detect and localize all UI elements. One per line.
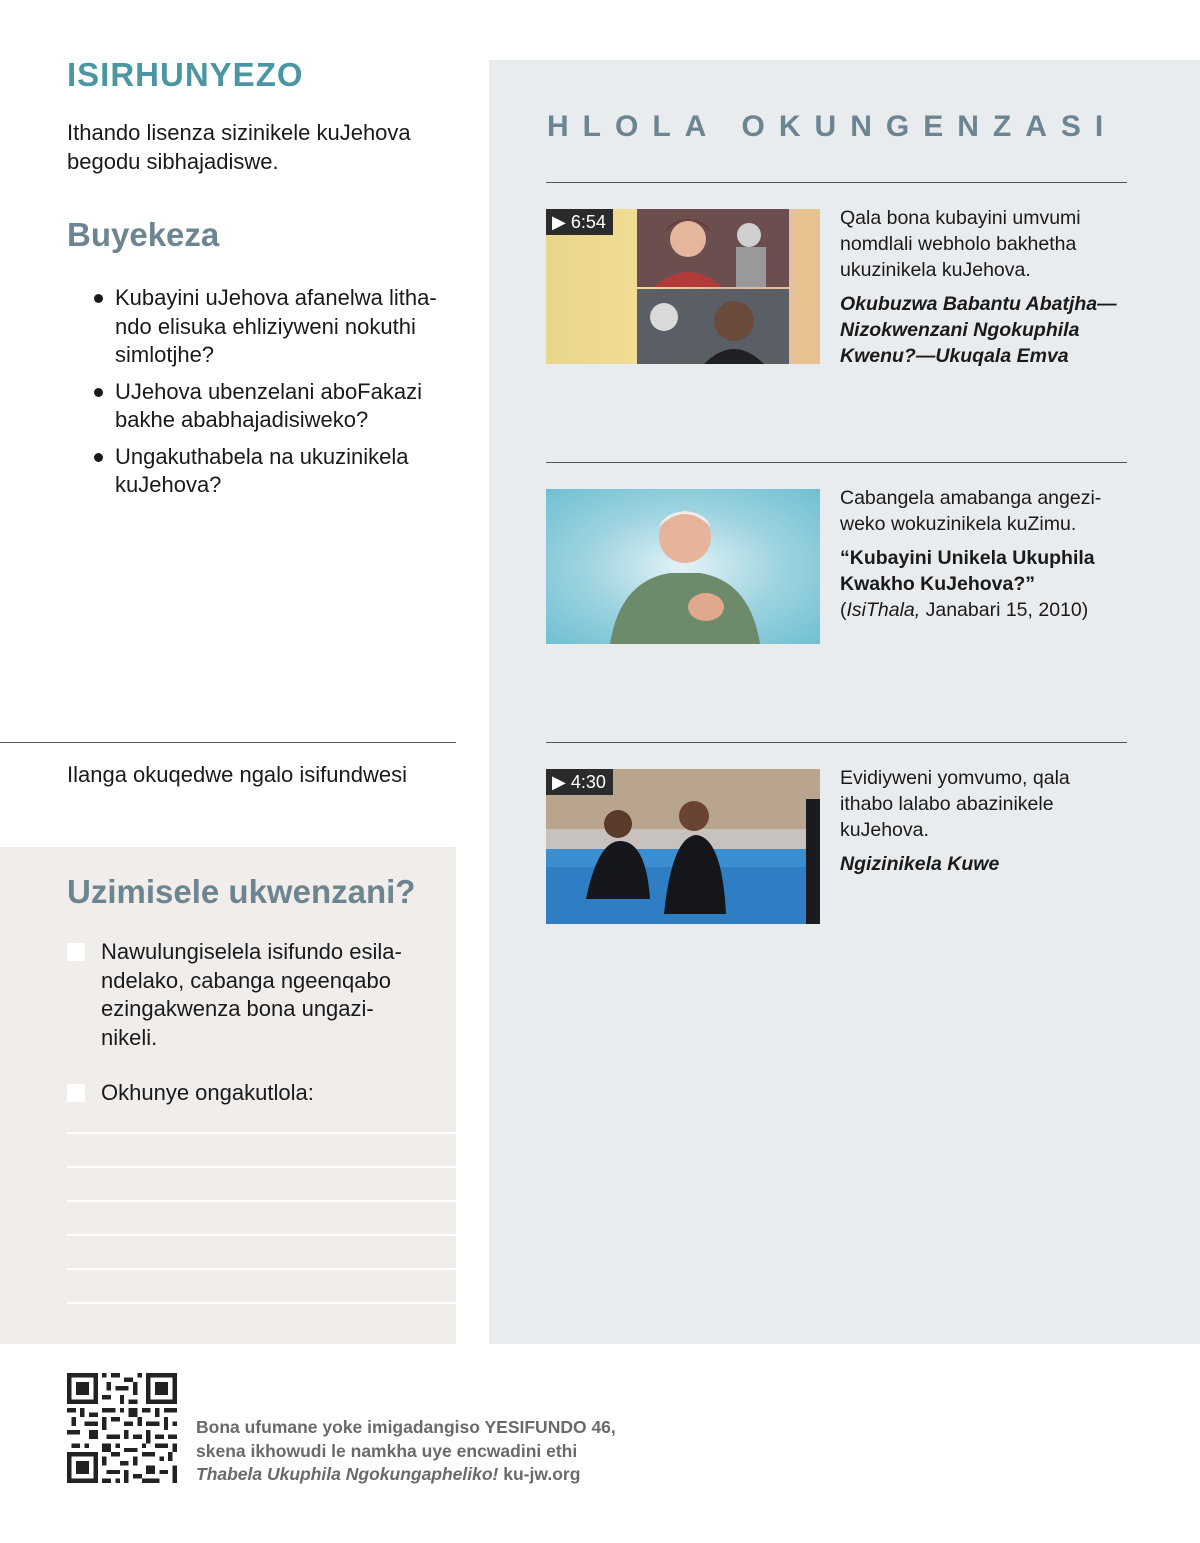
review-heading: Buyekeza [67,216,220,253]
resource-description: Qala bona kubayini umvumi nomdlali webholo bakhetha ukuzinikela kuJehova. [840,207,1081,281]
review-question: UJehova ubenzelani aboFakazi bakhe ababhajadisiweko? [92,378,462,435]
article-image-photo [546,489,820,644]
resource-description: Evidiyweni yomvumo, qala ithabo lalabo abazinikele kuJehova. [840,767,1070,841]
writing-line[interactable] [67,1234,456,1236]
review-list [92,284,462,508]
resource-entry [840,765,1120,877]
goal-item-text: Nawulungiselela isifundo esila-ndelako, cabanga ngeenqabo ezingakwenza bona ungazi-nikeli. [101,939,402,1050]
divider [0,742,456,743]
review-question: Ungakuthabela na ukuzinikela kuJehova? [92,443,462,500]
goal-box [0,847,456,1344]
resource-entry [840,485,1120,623]
writing-line[interactable] [67,1268,456,1270]
citation-source: IsiThala, [846,599,921,621]
writing-line[interactable] [67,1132,456,1134]
video-duration-badge: ▶ 6:54 [546,209,613,235]
summary-heading: ISIRHUNYEZO [67,56,304,93]
footer-line: Bona ufumane yoke imigadangiso YESIFUNDO 46, [196,1417,616,1437]
citation-open: ( [840,599,847,621]
explore-heading: HLOLA OKUNGENZASI [547,110,1118,143]
writing-line[interactable] [67,1200,456,1202]
divider [546,742,1127,743]
goal-checkbox[interactable] [67,943,85,961]
resource-entry [840,205,1120,369]
book-title: Thabela Ukuphila Ngokungapheliko! [196,1464,499,1484]
resource-title-link[interactable]: Ngizinikela Kuwe [840,853,1000,875]
video-duration-badge: ▶ 4:30 [546,769,613,795]
goal-item-text: Okhunye ongakutlola: [101,1080,314,1105]
website-link[interactable]: ku-jw.org [498,1464,581,1484]
citation-date: Janabari 15, 2010) [920,599,1089,621]
footer-line: skena ikhowudi le namkha uye encwadini ethi [196,1440,578,1461]
goal-checkbox[interactable] [67,1084,85,1102]
goal-heading: Uzimisele ukwenzani? [67,873,416,910]
goal-item [67,938,427,1052]
resource-description: Cabangela amabanga angezi-weko wokuzinikela kuZimu. [840,487,1102,535]
article-image[interactable] [546,489,820,644]
divider [546,462,1127,463]
video-thumbnail[interactable] [546,769,820,924]
qr-code-icon[interactable] [67,1373,177,1483]
writing-line[interactable] [67,1166,456,1168]
summary-text: Ithando lisenza sizinikele kuJehova begodu sibhajadiswe. [67,120,411,174]
resource-title-link[interactable]: Okubuzwa Babantu Abatjha—Nizokwenzani Ngokuphila Kwenu?—Ukuqala Emva [840,293,1117,367]
resource-title: “Kubayini Unikela Ukuphila Kwakho KuJehova?” [840,547,1095,595]
explore-panel [489,60,1200,1344]
video-thumbnail[interactable] [546,209,820,364]
goal-item [67,1079,427,1108]
footer-text [196,1416,676,1487]
review-question: Kubayini uJehova afanelwa litha-ndo elisuka ehliziyweni nokuthi simlotjhe? [92,284,462,370]
writing-line[interactable] [67,1302,456,1304]
divider [546,182,1127,183]
completion-date-label: Ilanga okuqedwe ngalo isifundwesi [67,762,408,787]
resource-title-link[interactable] [840,545,1120,623]
